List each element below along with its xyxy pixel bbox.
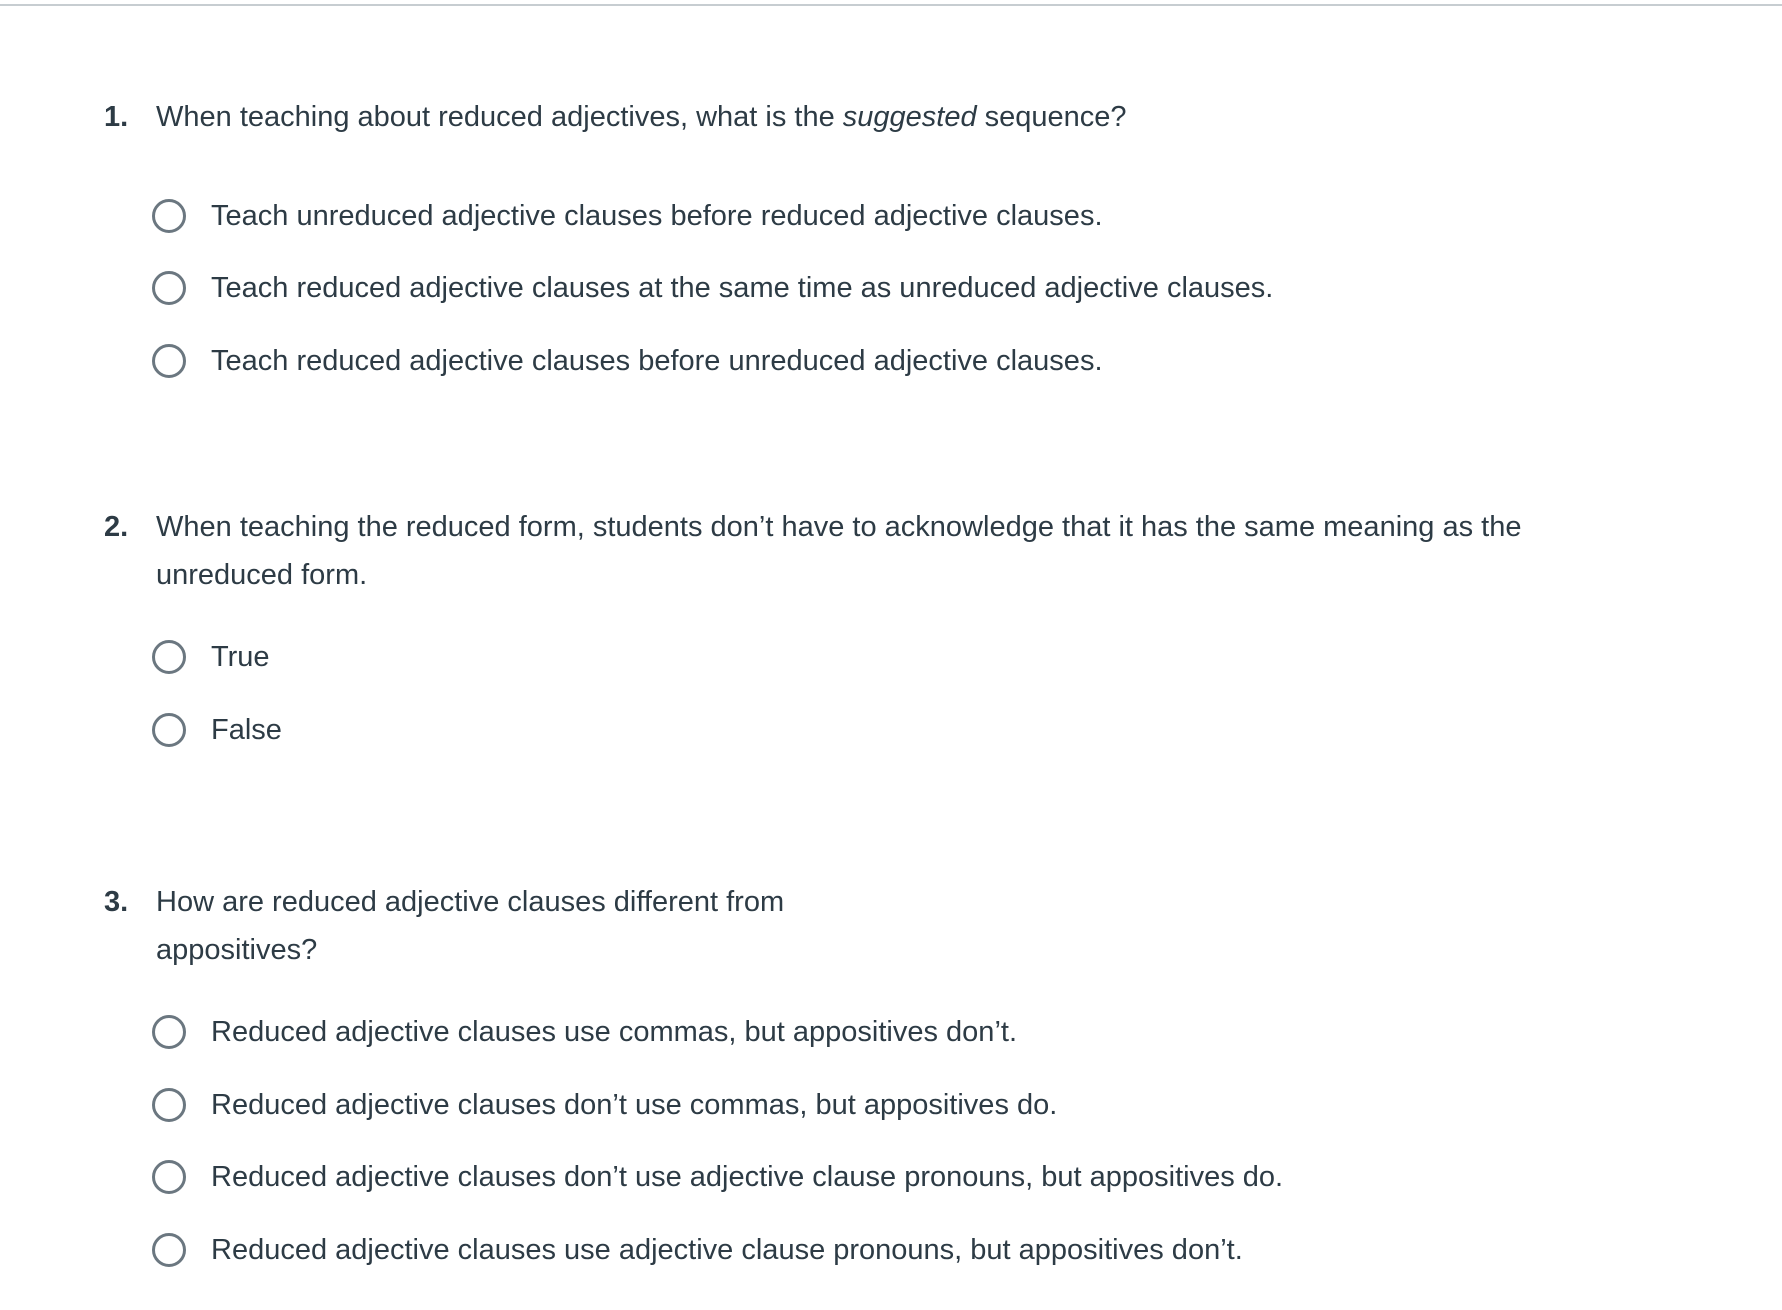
radio-button[interactable] [152, 1160, 186, 1194]
radio-button[interactable] [152, 1015, 186, 1049]
answer-label[interactable]: Teach reduced adjective clauses before unreduced adjective clauses. [211, 345, 1103, 377]
radio-button[interactable] [152, 1233, 186, 1267]
answer-option[interactable] [152, 1081, 1057, 1129]
question-header [104, 503, 1664, 599]
question-2 [104, 503, 1664, 746]
answer-option[interactable] [152, 264, 1273, 312]
answer-label[interactable]: Teach reduced adjective clauses at the same time as unreduced adjective clauses. [211, 272, 1274, 304]
answer-label[interactable]: Reduced adjective clauses don’t use commas, but appositives do. [211, 1089, 1058, 1121]
question-number: 3. [104, 886, 129, 918]
question-number: 2. [104, 511, 129, 543]
radio-button[interactable] [152, 713, 186, 747]
question-text: When teaching the reduced form, students don’t have to acknowledge that it has the same meaning as the unreduced form. [156, 511, 1522, 591]
answer-label[interactable]: Reduced adjective clauses don’t use adjective clause pronouns, but appositives do. [211, 1161, 1284, 1193]
question-3 [104, 878, 1664, 1266]
answer-label[interactable]: Teach unreduced adjective clauses before reduced adjective clauses. [211, 200, 1103, 232]
question-text [156, 93, 1127, 141]
answer-option[interactable] [152, 633, 270, 681]
answer-label[interactable]: Reduced adjective clauses use commas, but appositives don’t. [211, 1016, 1017, 1048]
question-header [104, 878, 1664, 974]
answer-option[interactable] [152, 1153, 1283, 1201]
top-divider [0, 4, 1782, 6]
radio-button[interactable] [152, 1088, 186, 1122]
radio-button[interactable] [152, 344, 186, 378]
answer-option[interactable] [152, 337, 1103, 385]
answer-label[interactable]: Reduced adjective clauses use adjective clause pronouns, but appositives don’t. [211, 1234, 1243, 1266]
radio-button[interactable] [152, 271, 186, 305]
answer-option[interactable] [152, 1226, 1243, 1274]
radio-button[interactable] [152, 199, 186, 233]
question-text: How are reduced adjective clauses different from appositives? [156, 886, 785, 966]
answer-option[interactable] [152, 706, 282, 754]
question-text-start: When teaching about reduced adjectives, what is the [156, 101, 843, 133]
answer-option[interactable] [152, 192, 1103, 240]
answer-label[interactable]: False [211, 714, 282, 746]
answer-label[interactable]: True [211, 641, 270, 673]
question-header [104, 93, 1664, 141]
answer-option[interactable] [152, 1008, 1017, 1056]
question-1 [104, 93, 1664, 377]
question-text-end: sequence? [976, 101, 1127, 133]
radio-button[interactable] [152, 640, 186, 674]
question-number: 1. [104, 101, 129, 133]
question-text-emphasis: suggested [842, 101, 977, 133]
